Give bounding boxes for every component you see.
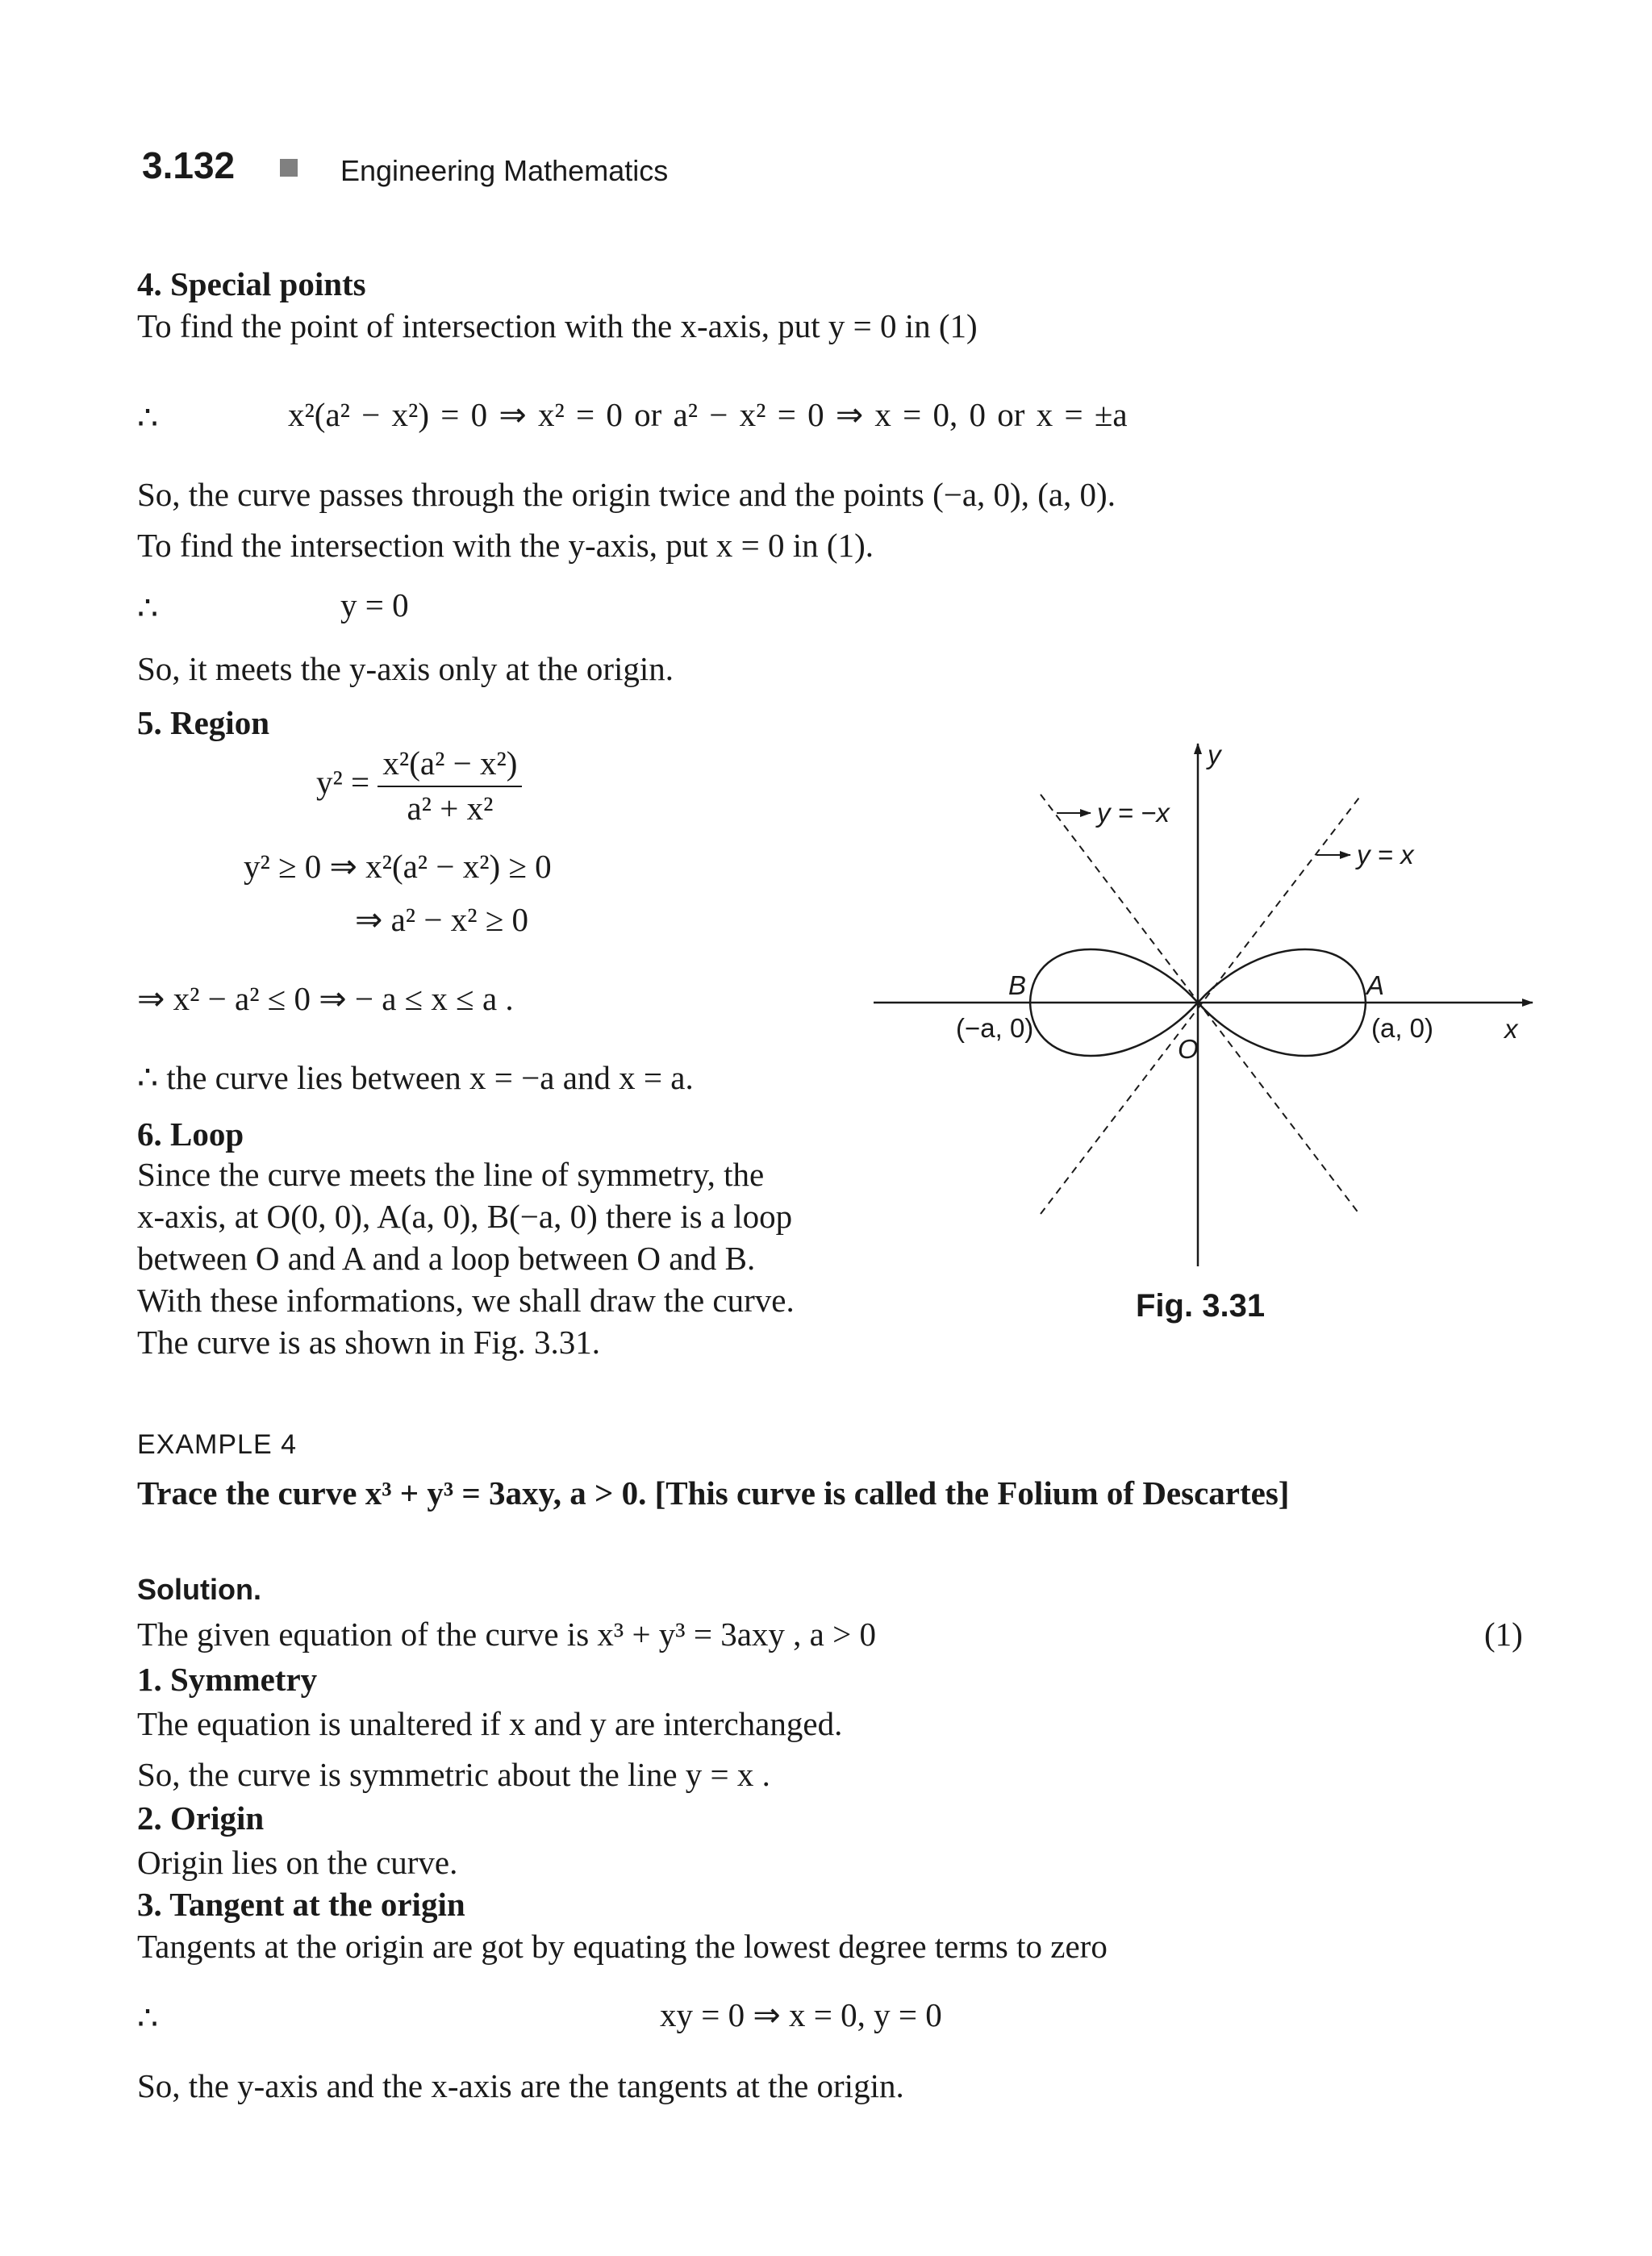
line-neg-label: y = −x xyxy=(1097,798,1170,828)
origin-heading: 2. Origin xyxy=(137,1799,265,1837)
loop-line: Since the curve meets the line of symmetry, the xyxy=(137,1156,765,1193)
solution-label: Solution. xyxy=(137,1573,261,1606)
section-4-line-4: So, it meets the y-axis only at the origin. xyxy=(137,650,674,687)
point-a-coord: (a, 0) xyxy=(1371,1013,1434,1043)
section-4-equation-2: y = 0 xyxy=(340,586,409,623)
header-square-icon xyxy=(280,159,298,177)
x-axis-label: x xyxy=(1504,1014,1518,1044)
section-4-equation-1: x²(a² − x²) = 0 ⇒ x² = 0 or a² − x² = 0 ⇒ x = 0, 0 or x = ±a xyxy=(288,396,1128,433)
section-5-heading: 5. Region xyxy=(137,704,269,741)
therefore-symbol: ∴ xyxy=(137,399,159,436)
region-equation-3: ⇒ a² − x² ≥ 0 xyxy=(355,901,529,938)
loop-line: x-axis, at O(0, 0), A(a, 0), B(−a, 0) there is a loop xyxy=(137,1198,793,1235)
region-eq1-lhs: y² = xyxy=(316,763,370,801)
region-eq1-fraction xyxy=(378,744,522,828)
point-a-label: A xyxy=(1366,970,1385,1000)
equation-number: (1) xyxy=(1484,1616,1523,1653)
symmetry-line-2: So, the curve is symmetric about the line y = x . xyxy=(137,1756,770,1793)
tangent-heading: 3. Tangent at the origin xyxy=(137,1886,465,1923)
symmetry-line-1: The equation is unaltered if x and y are interchanged. xyxy=(137,1705,843,1742)
section-4-line-1: To find the point of intersection with the x-axis, put y = 0 in (1) xyxy=(137,307,978,344)
point-b-label: B xyxy=(1008,970,1027,1000)
loop-line: between O and A and a loop between O and B. xyxy=(137,1240,756,1277)
region-equation-1 xyxy=(316,744,522,828)
page-number: 3.132 xyxy=(142,144,236,186)
region-equation-2: y² ≥ 0 ⇒ x²(a² − x²) ≥ 0 xyxy=(244,848,552,885)
symmetry-heading: 1. Symmetry xyxy=(137,1661,318,1698)
figure-3-31 xyxy=(855,726,1549,1347)
figure-caption: Fig. 3.31 xyxy=(1136,1288,1266,1324)
line-pos-label: y = x xyxy=(1357,840,1414,869)
example-label: EXAMPLE 4 xyxy=(137,1429,297,1460)
section-4-line-2: So, the curve passes through the origin twice and the points (−a, 0), (a, 0). xyxy=(137,476,1116,513)
tangent-conclusion: So, the y-axis and the x-axis are the tangents at the origin. xyxy=(137,2067,904,2104)
solution-given: The given equation of the curve is x³ + y³ = 3axy , a > 0 xyxy=(137,1616,876,1653)
loop-line: The curve is as shown in Fig. 3.31. xyxy=(137,1324,600,1361)
region-eq1-numerator: x²(a² − x²) xyxy=(378,744,522,787)
therefore-symbol: ∴ xyxy=(137,590,159,627)
section-4-line-3: To find the intersection with the y-axis, put x = 0 in (1). xyxy=(137,527,874,564)
section-4-heading: 4. Special points xyxy=(137,265,366,302)
example-statement: Trace the curve x³ + y³ = 3axy, a > 0. [This curve is called the Folium of Descartes] xyxy=(137,1474,1290,1512)
tangent-equation: xy = 0 ⇒ x = 0, y = 0 xyxy=(660,1996,942,2033)
origin-line: Origin lies on the curve. xyxy=(137,1844,458,1881)
book-title: Engineering Mathematics xyxy=(340,154,669,187)
region-conclusion: ∴ the curve lies between x = −a and x = a. xyxy=(137,1059,694,1096)
loop-line: With these informations, we shall draw the curve. xyxy=(137,1282,795,1319)
region-equation-4: ⇒ x² − a² ≤ 0 ⇒ − a ≤ x ≤ a . xyxy=(137,980,514,1017)
point-b-coord: (−a, 0) xyxy=(956,1013,1034,1043)
y-axis-label: y xyxy=(1208,740,1221,769)
region-eq1-denominator: a² + x² xyxy=(407,790,494,827)
origin-label: O xyxy=(1178,1034,1199,1064)
section-6-heading: 6. Loop xyxy=(137,1115,244,1153)
therefore-symbol: ∴ xyxy=(137,2000,159,2037)
tangent-line: Tangents at the origin are got by equating the lowest degree terms to zero xyxy=(137,1928,1108,1965)
